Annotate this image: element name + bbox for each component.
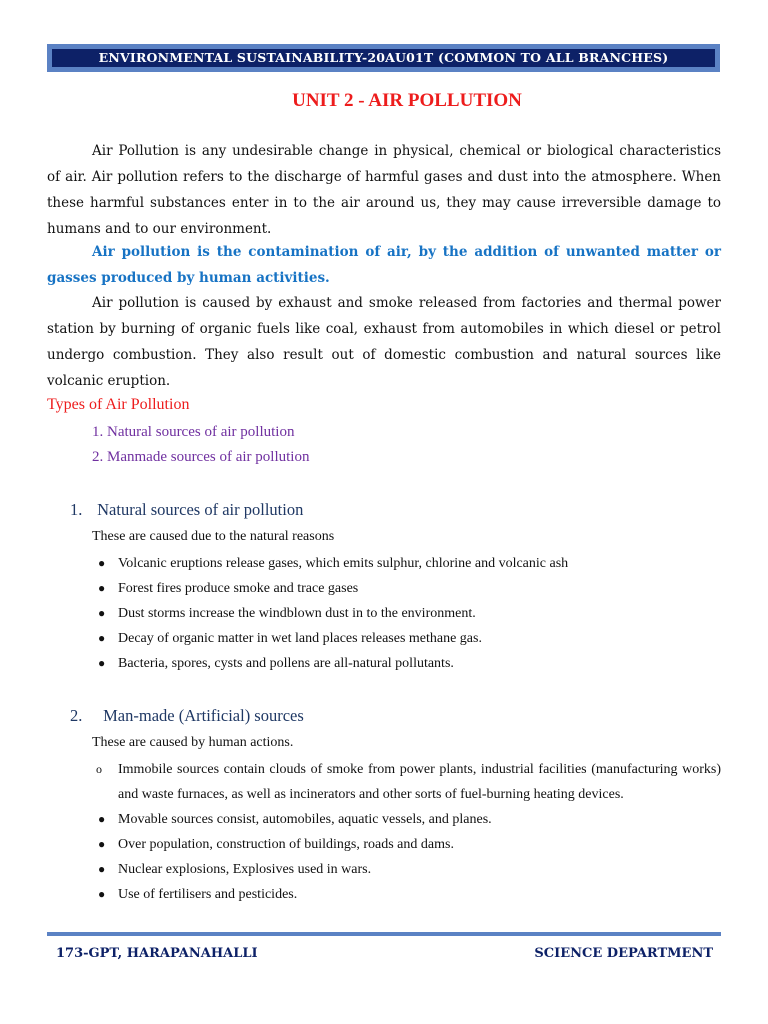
natural-section-intro: These are caused due to the natural reasons	[92, 529, 335, 544]
page-header-text: ENVIRONMENTAL SUSTAINABILITY-20AU01T (COMMON TO ALL BRANCHES)	[52, 49, 715, 67]
intro-paragraph-1: Air Pollution is any undesirable change in physical, chemical or biological characteristics of air. Air pollution refers to the discharge of harmful gases and dust into the atmosphere. When these harmful substances enter in to the air around us, they may cause irreversible damage to humans and to our environment.	[47, 143, 721, 237]
types-heading: Types of Air Pollution	[47, 396, 190, 413]
intro-paragraph-3: Air pollution is caused by exhaust and smoke released from factories and thermal power station by burning of organic fuels like coal, exhaust from automobiles in which diesel or petrol undergo combustion. They also result out of domestic combustion and natural sources like volcanic eruption.	[47, 295, 721, 389]
bullet-icon: ●	[98, 656, 106, 670]
natural-section-number: 1.	[70, 500, 83, 519]
list-item: ● Volcanic eruptions release gases, which emits sulphur, chlorine and volcanic ash	[118, 551, 568, 576]
list-item: ● Movable sources consist, automobiles, aquatic vessels, and planes.	[118, 807, 721, 832]
type-item-natural: 1. Natural sources of air pollution	[92, 424, 295, 440]
list-item: ● Decay of organic matter in wet land places releases methane gas.	[118, 626, 568, 651]
list-item: o Immobile sources contain clouds of smoke from power plants, industrial facilities (manufacturing works) and waste furnaces, as well as incinerators and other sorts of fuel-burning heating devices.	[118, 757, 721, 807]
list-item: ● Bacteria, spores, cysts and pollens are all-natural pollutants.	[118, 651, 568, 676]
natural-section-heading	[70, 500, 303, 520]
list-item: ● Forest fires produce smoke and trace gases	[118, 576, 568, 601]
type-item-manmade: 2. Manmade sources of air pollution	[92, 449, 310, 465]
bullet-icon: ●	[98, 631, 106, 645]
footer-department: SCIENCE DEPARTMENT	[534, 946, 713, 961]
page-title: UNIT 2 - AIR POLLUTION	[292, 90, 522, 111]
natural-section-title: Natural sources of air pollution	[97, 500, 304, 519]
list-item: ● Nuclear explosions, Explosives used in wars.	[118, 857, 721, 882]
footer-divider	[47, 932, 721, 936]
list-item: ● Dust storms increase the windblown dust in to the environment.	[118, 601, 568, 626]
natural-sources-list	[98, 551, 569, 676]
bullet-icon: ●	[98, 887, 106, 901]
bullet-icon: ●	[98, 556, 106, 570]
bullet-icon: ●	[98, 812, 106, 826]
circle-bullet-icon: o	[96, 762, 102, 776]
page-header-banner	[47, 44, 720, 72]
bullet-icon: ●	[98, 581, 106, 595]
footer-institution: 173-GPT, HARAPANAHALLI	[56, 946, 258, 961]
list-item: ● Over population, construction of buildings, roads and dams.	[118, 832, 721, 857]
manmade-section-intro: These are caused by human actions.	[92, 735, 294, 750]
manmade-section-number: 2.	[70, 706, 83, 725]
manmade-sources-list	[96, 757, 721, 907]
bullet-icon: ●	[98, 606, 106, 620]
list-item: ● Use of fertilisers and pesticides.	[118, 882, 721, 907]
definition-paragraph: Air pollution is the contamination of air, by the addition of unwanted matter or gasses produced by human activities.	[47, 244, 721, 286]
bullet-icon: ●	[98, 837, 106, 851]
bullet-icon: ●	[98, 862, 106, 876]
manmade-section-heading	[70, 706, 304, 726]
manmade-section-title: Man-made (Artificial) sources	[103, 706, 304, 725]
